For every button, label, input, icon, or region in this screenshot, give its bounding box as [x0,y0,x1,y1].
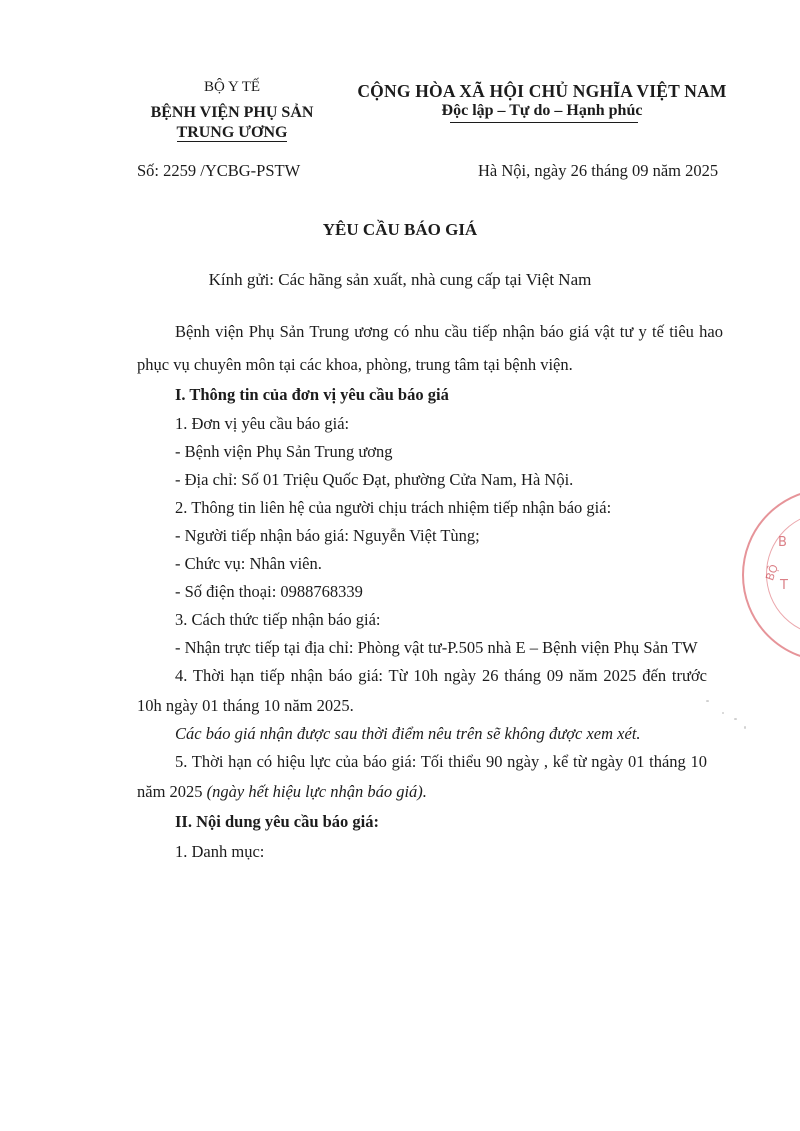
intro-line-2: phục vụ chuyên môn tại các khoa, phòng, trung tâm tại bệnh viện. [137,355,573,374]
stamp-mark-1: B [778,535,787,550]
section-1-item-4-line-2: 10h ngày 01 tháng 10 năm 2025. [137,696,354,715]
stamp-mark-3: T [780,578,788,593]
unit-address: - Địa chỉ: Số 01 Triệu Quốc Đạt, phường Cửa Nam, Hà Nội. [175,470,574,489]
document-title: YÊU CẦU BÁO GIÁ [322,220,478,239]
contact-person: - Người tiếp nhận báo giá: Nguyễn Việt Tùng; [175,526,480,545]
motto-underline [450,122,638,123]
section-1-item-4-line-1: 4. Thời hạn tiếp nhận báo giá: Từ 10h ngày 26 tháng 09 năm 2025 đến trước [175,666,707,685]
validity-year: năm 2025 [137,782,207,801]
intro-line-1: Bệnh viện Phụ Sản Trung ương có nhu cầu tiếp nhận báo giá vật tư y tế tiêu hao [175,322,723,341]
unit-name: - Bệnh viện Phụ Sản Trung ương [175,442,393,461]
validity-note: (ngày hết hiệu lực nhận báo giá). [206,782,427,801]
section-1-item-5-line-1: 5. Thời hạn có hiệu lực của báo giá: Tối thiểu 90 ngày , kể từ ngày 01 tháng 10 [175,752,707,771]
contact-position: - Chức vụ: Nhân viên. [175,554,322,573]
scan-speck [722,712,724,714]
hospital-name-line2-text: TRUNG ƯƠNG [176,124,288,141]
ministry-name: BỘ Y TẾ [203,79,261,95]
section-1-item-1: 1. Đơn vị yêu cầu báo giá: [175,414,350,433]
hospital-name-line1: BỆNH VIỆN PHỤ SẢN [150,104,314,121]
contact-phone: - Số điện thoại: 0988768339 [175,582,363,601]
stamp-mark-2: BỘ [763,562,781,583]
section-2-item-1: 1. Danh mục: [175,842,265,861]
document-number: Số: 2259 /YCBG-PSTW [137,161,301,180]
section-1-item-2: 2. Thông tin liên hệ của người chịu trách nhiệm tiếp nhận báo giá: [175,498,612,517]
section-1-heading: I. Thông tin của đơn vị yêu cầu báo giá [175,385,449,404]
section-1-item-5-line-2 [137,782,427,802]
section-2-heading: II. Nội dung yêu cầu báo giá: [175,812,380,831]
national-motto: Độc lập – Tự do – Hạnh phúc [441,102,643,119]
receive-method: - Nhận trực tiếp tại địa chỉ: Phòng vật tư-P.505 nhà E – Bệnh viện Phụ Sản TW [175,638,698,657]
national-title: CỘNG HÒA XÃ HỘI CHỦ NGHĨA VIỆT NAM [357,81,727,101]
recipient-line: Kính gửi: Các hãng sản xuất, nhà cung cấp tại Việt Nam [208,270,592,289]
scan-speck [706,700,709,702]
place-and-date: Hà Nội, ngày 26 tháng 09 năm 2025 [478,161,719,180]
scan-speck [734,718,737,720]
section-1-item-3: 3. Cách thức tiếp nhận báo giá: [175,610,381,629]
late-submission-note: Các báo giá nhận được sau thời điểm nêu trên sẽ không được xem xét. [175,724,641,743]
scan-speck [744,726,746,729]
hospital-name-line2 [140,124,324,142]
